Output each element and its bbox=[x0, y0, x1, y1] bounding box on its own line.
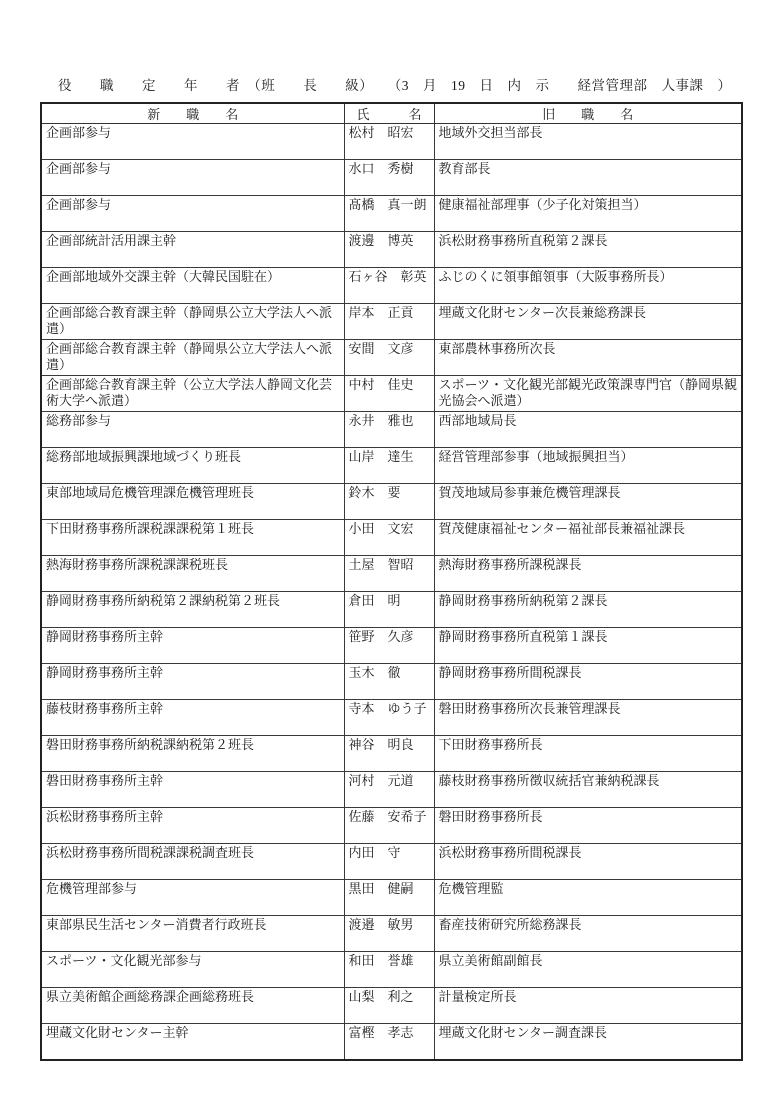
table-row bbox=[41, 592, 742, 628]
table-row bbox=[41, 556, 742, 592]
cell-name: 和田 誉雄 bbox=[344, 952, 434, 988]
cell-old-position: 健康福祉部理事（少子化対策担当） bbox=[434, 196, 742, 232]
cell-old-position: 県立美術館副館長 bbox=[434, 952, 742, 988]
cell-new-position: 企画部総合教育課主幹（静岡県公立大学法人へ派遣） bbox=[41, 304, 344, 340]
cell-old-position: 賀茂健康福祉センター福祉部長兼福祉課長 bbox=[434, 520, 742, 556]
cell-new-position: 危機管理部参与 bbox=[41, 880, 344, 916]
cell-name: 岸本 正貢 bbox=[344, 304, 434, 340]
cell-new-position: 東部地域局危機管理課危機管理班長 bbox=[41, 484, 344, 520]
cell-name: 渡邉 敏男 bbox=[344, 916, 434, 952]
cell-new-position: 静岡財務事務所納税第２課納税第２班長 bbox=[41, 592, 344, 628]
table-header-row bbox=[41, 103, 742, 124]
cell-old-position: 危機管理監 bbox=[434, 880, 742, 916]
cell-name: 水口 秀樹 bbox=[344, 160, 434, 196]
header-name: 氏 名 bbox=[344, 103, 434, 124]
cell-name: 山梨 利之 bbox=[344, 988, 434, 1024]
table-row bbox=[41, 520, 742, 556]
cell-old-position: 埋蔵文化財センター調査課長 bbox=[434, 1024, 742, 1061]
cell-old-position: 磐田財務事務所長 bbox=[434, 808, 742, 844]
cell-new-position: 東部県民生活センター消費者行政班長 bbox=[41, 916, 344, 952]
table-row bbox=[41, 484, 742, 520]
cell-new-position: 企画部参与 bbox=[41, 196, 344, 232]
table-row bbox=[41, 376, 742, 412]
cell-old-position: 藤枝財務事務所徴収統括官兼納税課長 bbox=[434, 772, 742, 808]
personnel-table bbox=[40, 102, 743, 1061]
cell-name: 神谷 明良 bbox=[344, 736, 434, 772]
cell-old-position: 埋蔵文化財センター次長兼総務課長 bbox=[434, 304, 742, 340]
cell-new-position: 総務部参与 bbox=[41, 412, 344, 448]
table-row bbox=[41, 160, 742, 196]
table-row bbox=[41, 412, 742, 448]
table-row bbox=[41, 268, 742, 304]
cell-new-position: 静岡財務事務所主幹 bbox=[41, 664, 344, 700]
cell-old-position: 熱海財務事務所課税課長 bbox=[434, 556, 742, 592]
cell-old-position: 畜産技術研究所総務課長 bbox=[434, 916, 742, 952]
table-row bbox=[41, 196, 742, 232]
cell-old-position: 浜松財務事務所間税課長 bbox=[434, 844, 742, 880]
table-row bbox=[41, 304, 742, 340]
cell-new-position: 企画部総合教育課主幹（静岡県公立大学法人へ派遣） bbox=[41, 340, 344, 376]
cell-new-position: 下田財務事務所課税課課税第１班長 bbox=[41, 520, 344, 556]
cell-new-position: 企画部統計活用課主幹 bbox=[41, 232, 344, 268]
cell-name: 鈴木 要 bbox=[344, 484, 434, 520]
cell-old-position: 静岡財務事務所間税課長 bbox=[434, 664, 742, 700]
cell-name: 永井 雅也 bbox=[344, 412, 434, 448]
table-body bbox=[41, 124, 742, 1061]
cell-new-position: 藤枝財務事務所主幹 bbox=[41, 700, 344, 736]
table-row bbox=[41, 448, 742, 484]
table-row bbox=[41, 880, 742, 916]
cell-name: 中村 佳史 bbox=[344, 376, 434, 412]
cell-name: 安間 文彦 bbox=[344, 340, 434, 376]
cell-name: 河村 元道 bbox=[344, 772, 434, 808]
cell-name: 富樫 孝志 bbox=[344, 1024, 434, 1061]
table-row bbox=[41, 952, 742, 988]
table-row bbox=[41, 700, 742, 736]
cell-name: 石ヶ谷 彰英 bbox=[344, 268, 434, 304]
cell-name: 玉木 徹 bbox=[344, 664, 434, 700]
table-row bbox=[41, 664, 742, 700]
cell-new-position: 磐田財務事務所納税課納税第２班長 bbox=[41, 736, 344, 772]
cell-name: 内田 守 bbox=[344, 844, 434, 880]
cell-old-position: 計量検定所長 bbox=[434, 988, 742, 1024]
document-title: 役 職 定 年 者 （班 長 級） （3 月 19 日 内 示 経営管理部 人事課 ） bbox=[58, 78, 732, 93]
table-row bbox=[41, 340, 742, 376]
cell-new-position: 浜松財務事務所間税課課税調査班長 bbox=[41, 844, 344, 880]
cell-name: 黒田 健嗣 bbox=[344, 880, 434, 916]
table-row bbox=[41, 628, 742, 664]
cell-old-position: 静岡財務事務所納税第２課長 bbox=[434, 592, 742, 628]
cell-old-position: 磐田財務事務所次長兼管理課長 bbox=[434, 700, 742, 736]
cell-new-position: 埋蔵文化財センター主幹 bbox=[41, 1024, 344, 1061]
table-row bbox=[41, 844, 742, 880]
cell-new-position: 磐田財務事務所主幹 bbox=[41, 772, 344, 808]
cell-new-position: 熱海財務事務所課税課課税班長 bbox=[41, 556, 344, 592]
table-row bbox=[41, 772, 742, 808]
table-row bbox=[41, 916, 742, 952]
table-row bbox=[41, 1024, 742, 1061]
cell-old-position: スポーツ・文化観光部観光政策課専門官（静岡県観光協会へ派遣） bbox=[434, 376, 742, 412]
cell-old-position: 下田財務事務所長 bbox=[434, 736, 742, 772]
cell-name: 松村 昭宏 bbox=[344, 124, 434, 160]
cell-new-position: 企画部総合教育課主幹（公立大学法人静岡文化芸術大学へ派遣） bbox=[41, 376, 344, 412]
cell-name: 小田 文宏 bbox=[344, 520, 434, 556]
cell-new-position: 浜松財務事務所主幹 bbox=[41, 808, 344, 844]
cell-new-position: 総務部地域振興課地域づくり班長 bbox=[41, 448, 344, 484]
cell-old-position: 経営管理部参事（地域振興担当） bbox=[434, 448, 742, 484]
header-old-position: 旧 職 名 bbox=[434, 103, 742, 124]
cell-name: 髙橋 真一朗 bbox=[344, 196, 434, 232]
table-row bbox=[41, 988, 742, 1024]
table-row bbox=[41, 808, 742, 844]
table-row bbox=[41, 124, 742, 160]
cell-old-position: 西部地域局長 bbox=[434, 412, 742, 448]
cell-new-position: 静岡財務事務所主幹 bbox=[41, 628, 344, 664]
table-row bbox=[41, 232, 742, 268]
cell-new-position: 企画部参与 bbox=[41, 124, 344, 160]
cell-new-position: スポーツ・文化観光部参与 bbox=[41, 952, 344, 988]
cell-new-position: 県立美術館企画総務課企画総務班長 bbox=[41, 988, 344, 1024]
cell-name: 佐藤 安希子 bbox=[344, 808, 434, 844]
cell-old-position: 東部農林事務所次長 bbox=[434, 340, 742, 376]
cell-old-position: ふじのくに領事館領事（大阪事務所長） bbox=[434, 268, 742, 304]
cell-new-position: 企画部地域外交課主幹（大韓民国駐在） bbox=[41, 268, 344, 304]
cell-old-position: 地域外交担当部長 bbox=[434, 124, 742, 160]
cell-name: 倉田 明 bbox=[344, 592, 434, 628]
cell-name: 寺本 ゆう子 bbox=[344, 700, 434, 736]
cell-old-position: 教育部長 bbox=[434, 160, 742, 196]
table-row bbox=[41, 736, 742, 772]
cell-name: 山岸 達生 bbox=[344, 448, 434, 484]
cell-name: 渡邊 博英 bbox=[344, 232, 434, 268]
cell-old-position: 賀茂地域局参事兼危機管理課長 bbox=[434, 484, 742, 520]
header-new-position: 新 職 名 bbox=[41, 103, 344, 124]
cell-name: 土屋 智昭 bbox=[344, 556, 434, 592]
cell-old-position: 静岡財務事務所直税第１課長 bbox=[434, 628, 742, 664]
cell-old-position: 浜松財務事務所直税第２課長 bbox=[434, 232, 742, 268]
cell-new-position: 企画部参与 bbox=[41, 160, 344, 196]
cell-name: 笹野 久彦 bbox=[344, 628, 434, 664]
